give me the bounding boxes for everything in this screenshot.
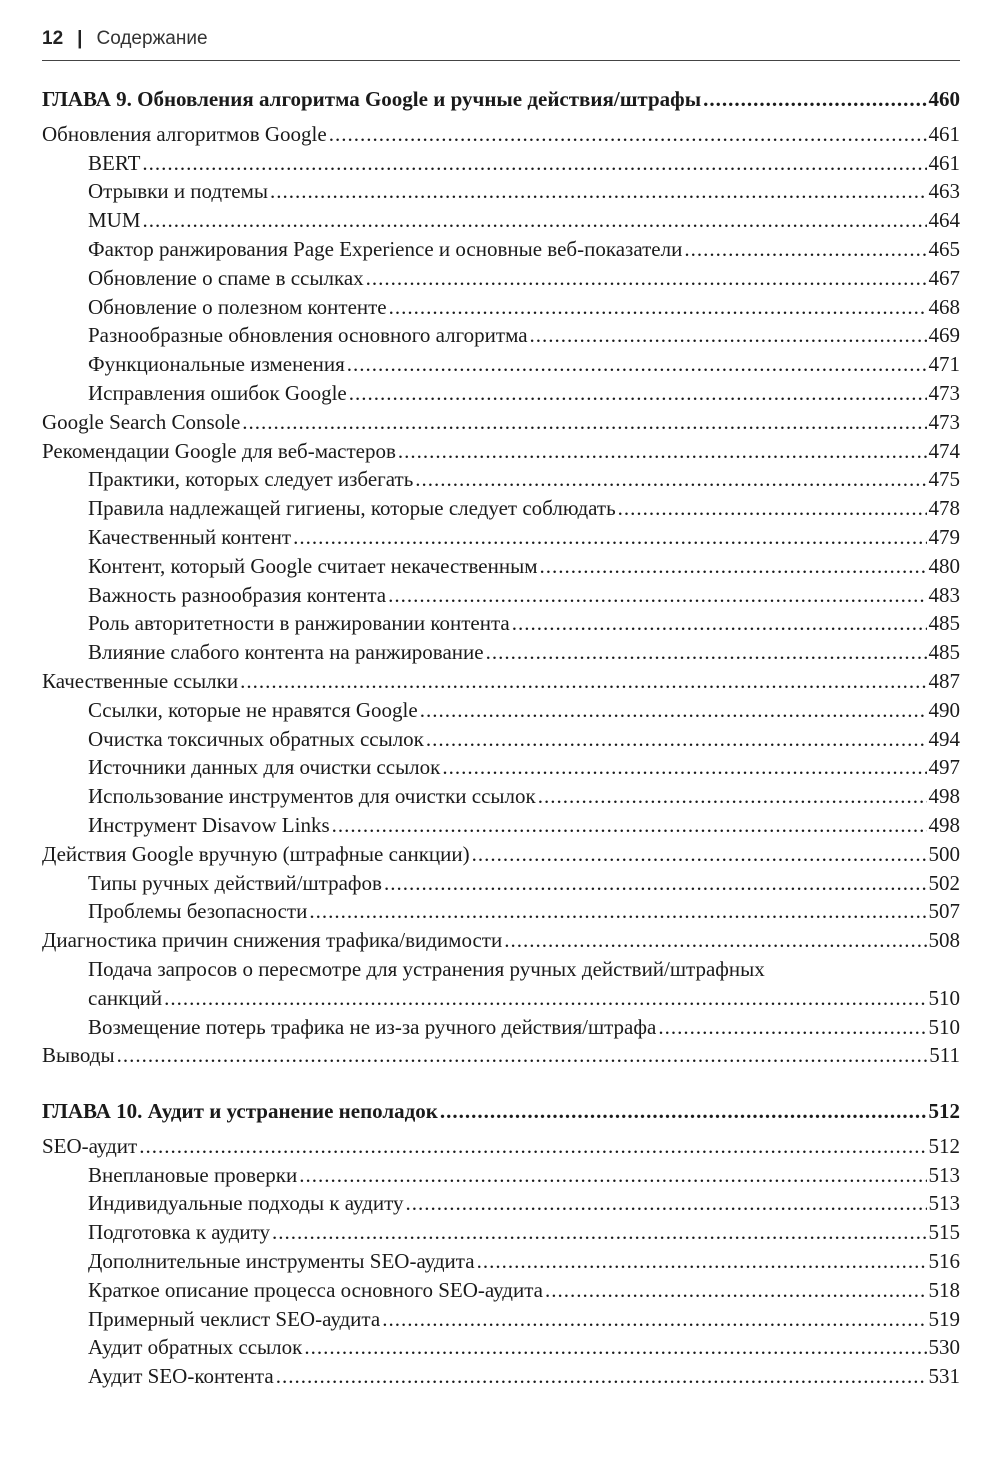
toc-subentry[interactable] xyxy=(42,897,960,926)
entry-label: Диагностика причин снижения трафика/видимости xyxy=(42,928,503,953)
entry-label: Роль авторитетности в ранжировании контента xyxy=(88,611,510,636)
leader-dots xyxy=(299,1161,926,1190)
entry-label: Использование инструментов для очистки ссылок xyxy=(88,784,536,809)
entry-label: Обновления алгоритмов Google xyxy=(42,121,327,146)
entry-page: 490 xyxy=(928,697,960,722)
section-title: Содержание xyxy=(96,28,208,49)
entry-page: 510 xyxy=(928,985,960,1010)
leader-dots xyxy=(349,379,927,408)
entry-label: Обновление о спаме в ссылках xyxy=(88,265,364,290)
toc-subentry[interactable] xyxy=(42,1276,960,1305)
leader-dots xyxy=(117,1041,928,1070)
entry-label: Очистка токсичных обратных ссылок xyxy=(88,726,424,751)
entry-page: 494 xyxy=(928,726,960,751)
entry-label: Качественные ссылки xyxy=(42,668,239,693)
entry-label: MUM xyxy=(88,208,141,233)
entry-label: Источники данных для очистки ссылок xyxy=(88,755,441,780)
toc-subentry[interactable] xyxy=(42,1189,960,1218)
leader-dots xyxy=(382,1305,926,1334)
chapter-title: ГЛАВА 9. Обновления алгоритма Google и ручные действия/штрафы xyxy=(42,87,702,111)
entry-label: Рекомендации Google для веб-мастеров xyxy=(42,438,396,463)
leader-dots xyxy=(415,465,926,494)
leader-dots xyxy=(406,1189,927,1218)
leader-dots xyxy=(703,85,926,114)
entry-label: SEO-аудит xyxy=(42,1133,138,1158)
entry-label: Обновление о полезном контенте xyxy=(88,294,387,319)
entry-page: 463 xyxy=(928,179,960,204)
entry-page: 467 xyxy=(928,265,960,290)
entry-page: 480 xyxy=(928,553,960,578)
entry-label: Краткое описание процесса основного SEO-аудита xyxy=(88,1277,543,1302)
leader-dots xyxy=(309,897,926,926)
leader-dots xyxy=(684,235,926,264)
leader-dots xyxy=(477,1247,927,1276)
leader-dots xyxy=(276,1362,927,1391)
header-separator: | xyxy=(77,28,83,49)
entry-label: Функциональные изменения xyxy=(88,352,345,377)
chapter-title: ГЛАВА 10. Аудит и устранение неполадок xyxy=(42,1099,438,1124)
entry-page: 473 xyxy=(928,380,960,405)
entry-page: 478 xyxy=(928,496,960,521)
entry-label: Правила надлежащей гигиены, которые следует соблюдать xyxy=(88,496,616,521)
toc-subentry[interactable] xyxy=(42,465,960,494)
chapter-page: 512 xyxy=(928,1099,960,1124)
toc-subentry[interactable] xyxy=(42,753,960,782)
leader-dots xyxy=(420,696,927,725)
leader-dots xyxy=(486,638,927,667)
entry-label: Примерный чеклист SEO-аудита xyxy=(88,1306,381,1331)
toc-chapter-9[interactable] xyxy=(42,85,960,114)
toc-entry[interactable] xyxy=(42,1132,960,1161)
entry-page: 513 xyxy=(928,1191,960,1216)
entry-page: 471 xyxy=(928,352,960,377)
leader-dots xyxy=(398,437,927,466)
leader-dots xyxy=(440,1097,927,1126)
entry-page: 465 xyxy=(928,236,960,261)
entry-label: Важность разнообразия контента xyxy=(88,582,387,607)
entry-label: Проблемы безопасности xyxy=(88,899,308,924)
entry-page: 475 xyxy=(928,467,960,492)
entry-page: 516 xyxy=(928,1249,960,1274)
leader-dots xyxy=(270,177,926,206)
book-page xyxy=(42,28,960,1391)
entry-label: Подготовка к аудиту xyxy=(88,1220,271,1245)
leader-dots xyxy=(139,1132,926,1161)
entry-page: 508 xyxy=(928,928,960,953)
leader-dots xyxy=(164,984,926,1013)
entry-page: 485 xyxy=(928,640,960,665)
entry-label: Исправления ошибок Google xyxy=(88,380,347,405)
entry-label: Google Search Console xyxy=(42,409,241,434)
entry-label: Внеплановые проверки xyxy=(88,1162,298,1187)
toc-entry[interactable] xyxy=(42,667,960,696)
toc-subentry[interactable] xyxy=(42,1218,960,1247)
leader-dots xyxy=(539,552,926,581)
toc-subentry[interactable] xyxy=(42,350,960,379)
toc-subentry[interactable] xyxy=(42,206,960,235)
entry-page: 474 xyxy=(928,438,960,463)
entry-page: 513 xyxy=(928,1162,960,1187)
toc-subentry[interactable] xyxy=(42,609,960,638)
table-of-contents xyxy=(42,85,960,1391)
leader-dots xyxy=(329,120,927,149)
toc-entry[interactable] xyxy=(42,840,960,869)
entry-page: 497 xyxy=(928,755,960,780)
toc-subentry[interactable] xyxy=(42,984,960,1013)
entry-page: 483 xyxy=(928,582,960,607)
entry-page: 500 xyxy=(928,841,960,866)
entry-page: 518 xyxy=(928,1277,960,1302)
toc-subentry[interactable] xyxy=(42,149,960,178)
entry-page: 479 xyxy=(928,524,960,549)
leader-dots xyxy=(618,494,927,523)
entry-page: 468 xyxy=(928,294,960,319)
entry-page: 530 xyxy=(928,1335,960,1360)
toc-entry[interactable] xyxy=(42,1041,960,1070)
leader-dots xyxy=(512,609,927,638)
toc-subentry[interactable] xyxy=(42,725,960,754)
entry-page: 464 xyxy=(928,208,960,233)
entry-label: Ссылки, которые не нравятся Google xyxy=(88,697,418,722)
entry-label: Отрывки и подтемы xyxy=(88,179,269,204)
entry-page: 498 xyxy=(928,812,960,837)
toc-entry[interactable] xyxy=(42,408,960,437)
entry-page: 461 xyxy=(928,150,960,175)
leader-dots xyxy=(384,869,927,898)
leader-dots xyxy=(538,782,927,811)
leader-dots xyxy=(442,753,926,782)
entry-page: 510 xyxy=(928,1014,960,1039)
entry-label: Аудит обратных ссылок xyxy=(88,1335,303,1360)
entry-page: 473 xyxy=(928,409,960,434)
entry-page: 487 xyxy=(928,668,960,693)
entry-page: 512 xyxy=(928,1133,960,1158)
toc-subentry[interactable] xyxy=(42,1362,960,1391)
leader-dots xyxy=(545,1276,927,1305)
toc-subentry[interactable] xyxy=(42,379,960,408)
entry-page: 502 xyxy=(928,870,960,895)
entry-label: BERT xyxy=(88,150,141,175)
entry-label: Дополнительные инструменты SEO-аудита xyxy=(88,1249,475,1274)
toc-subentry[interactable] xyxy=(42,552,960,581)
entry-label: Фактор ранжирования Page Experience и основные веб-показатели xyxy=(88,236,683,261)
leader-dots xyxy=(504,926,926,955)
toc-subentry[interactable] xyxy=(42,1013,960,1042)
toc-entry[interactable] xyxy=(42,120,960,149)
leader-dots xyxy=(242,408,926,437)
toc-entry[interactable] xyxy=(42,437,960,466)
entry-label: Влияние слабого контента на ранжирование xyxy=(88,640,484,665)
toc-subentry[interactable] xyxy=(42,869,960,898)
leader-dots xyxy=(426,725,927,754)
entry-label: Типы ручных действий/штрафов xyxy=(88,870,382,895)
entry-page: 531 xyxy=(928,1364,960,1389)
leader-dots xyxy=(143,206,927,235)
leader-dots xyxy=(658,1013,926,1042)
entry-page: 498 xyxy=(928,784,960,809)
toc-subentry[interactable] xyxy=(42,321,960,350)
entry-label: Возмещение потерь трафика не из-за ручного действия/штрафа xyxy=(88,1014,657,1039)
chapter-page: 460 xyxy=(928,87,960,111)
entry-page: 469 xyxy=(928,323,960,348)
entry-label: Инструмент Disavow Links xyxy=(88,812,330,837)
toc-subentry[interactable] xyxy=(42,696,960,725)
toc-subentry[interactable] xyxy=(42,293,960,322)
leader-dots xyxy=(332,811,927,840)
entry-page: 519 xyxy=(928,1306,960,1331)
leader-dots xyxy=(472,840,927,869)
toc-subentry[interactable] xyxy=(42,1247,960,1276)
running-header xyxy=(42,28,960,61)
entry-label: санкций xyxy=(88,985,163,1010)
toc-subentry[interactable] xyxy=(42,581,960,610)
toc-subentry[interactable] xyxy=(42,494,960,523)
entry-label: Аудит SEO-контента xyxy=(88,1364,274,1389)
entry-page: 507 xyxy=(928,899,960,924)
entry-label: Практики, которых следует избегать xyxy=(88,467,414,492)
leader-dots xyxy=(142,149,926,178)
entry-label: Разнообразные обновления основного алгоритма xyxy=(88,323,528,348)
leader-dots xyxy=(366,264,927,293)
entry-page: 511 xyxy=(929,1043,960,1068)
toc-subentry[interactable] xyxy=(42,177,960,206)
entry-label: Действия Google вручную (штрафные санкции) xyxy=(42,841,470,866)
entry-label: Выводы xyxy=(42,1043,115,1068)
toc-chapter-10[interactable] xyxy=(42,1097,960,1126)
leader-dots xyxy=(347,350,927,379)
toc-subentry[interactable] xyxy=(42,1333,960,1362)
entry-page: 515 xyxy=(928,1220,960,1245)
leader-dots xyxy=(240,667,926,696)
entry-label: Контент, который Google считает некачественным xyxy=(88,553,538,578)
toc-subentry[interactable] xyxy=(42,1305,960,1334)
page-number: 12 xyxy=(42,28,64,49)
toc-subentry[interactable] xyxy=(42,638,960,667)
toc-subentry[interactable] xyxy=(42,264,960,293)
toc-subentry[interactable] xyxy=(42,1161,960,1190)
leader-dots xyxy=(304,1333,926,1362)
toc-subentry[interactable] xyxy=(42,235,960,264)
toc-subentry[interactable] xyxy=(42,523,960,552)
entry-page: 461 xyxy=(928,121,960,146)
entry-page: 485 xyxy=(928,611,960,636)
entry-label: Индивидуальные подходы к аудиту xyxy=(88,1191,404,1216)
toc-subentry[interactable] xyxy=(42,811,960,840)
leader-dots xyxy=(272,1218,926,1247)
leader-dots xyxy=(389,293,927,322)
leader-dots xyxy=(293,523,926,552)
leader-dots xyxy=(388,581,926,610)
toc-entry[interactable] xyxy=(42,926,960,955)
toc-subentry[interactable] xyxy=(42,782,960,811)
toc-subentry-line1[interactable]: Подача запросов о пересмотре для устранения ручных действий/штрафных xyxy=(88,956,765,981)
entry-label: Качественный контент xyxy=(88,524,292,549)
leader-dots xyxy=(530,321,927,350)
